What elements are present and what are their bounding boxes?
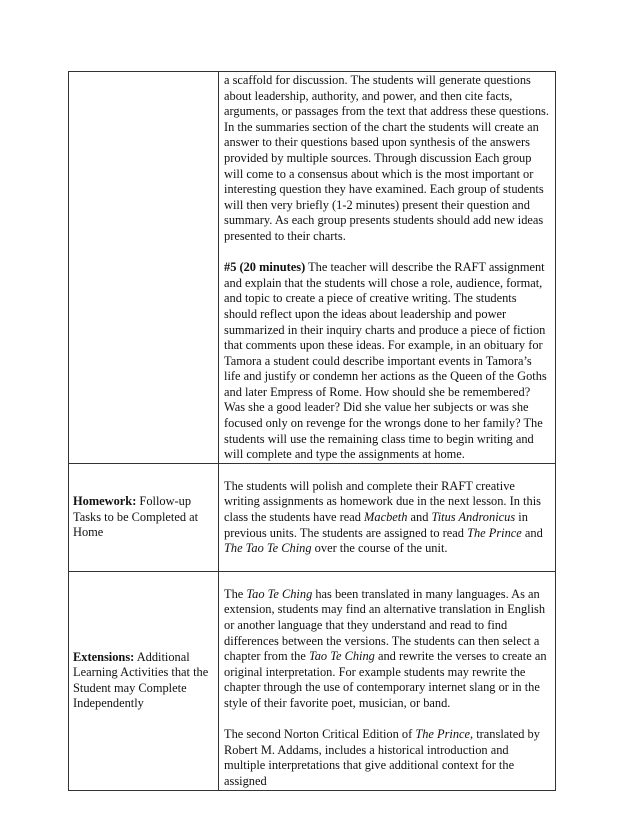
ext-p2-a: The second Norton Critical Edition of [224,727,416,742]
homework-label-bold: Homework: [73,493,137,508]
ext-p1-title: Tao Te Ching [246,586,313,601]
ext-p2-b: , translated by Robert M. Addams, includes a historical introduction and multiple interpretations that give additional context for the assigned [224,727,540,788]
ext-p2-title: The Prince [415,727,471,742]
extensions-label [73,650,214,712]
label-cell-homework [69,463,219,571]
extensions-paragraph-2 [224,727,551,789]
ext-p1-c: and rewrite the verses to create an original interpretation. For example students may rewrite the chapter through the use of contemporary internet slang or in the style of their favorite poet, musician, or band. [224,649,547,710]
ext-p1-a: The [224,586,247,601]
ext-p1-b: has been translated in many languages. As an extension, students may find an alternative translation in English or another language that they understand and read to find differences between the versions. The students can then select a chapter from the [224,586,546,664]
ext-p1-title2: Tao Te Ching [308,649,375,664]
title-titus: Titus Andronicus [431,510,516,525]
table-row-extensions [69,571,556,790]
table-row-homework [69,463,556,571]
homework-text-a: The students will polish and complete their RAFT creative writing assignments as homework due in the next lesson. In this class the students have read [224,478,541,525]
homework-text-d: over the course of the unit. [311,541,448,556]
title-macbeth: Macbeth [364,510,408,525]
step5-text: The teacher will describe the RAFT assignment and explain that the students will chose a role, audience, format, and topic to create a piece of creative writing. The students should reflect upon the ideas about leadership and power summarized in their inquiry charts and produce a piece of fiction that comments upon these ideas. For example, in an obituary for Tamora a student could describe important events in Tamora’s life and justify or condemn her actions as the Queen of the Goths and later Empress of Rome. How should she be remembered? Was she a good leader? Did she value her subjects or was she focused only on revenge for the wrongs done to her family? The students will use the remaining class time to begin writing and will complete and type the assignments at home. [224,260,547,462]
content-cell-continued [219,72,556,464]
homework-paragraph [224,479,551,557]
label-cell-extensions [69,571,219,790]
step5-heading: #5 (20 minutes) [224,260,306,275]
homework-text-b: in previous units. The students are assigned to read [224,510,528,540]
lesson-plan-table [68,71,556,791]
title-tao: The Tao Te Ching [224,541,312,556]
content-cell-extensions [219,571,556,790]
step5-paragraph [224,260,551,463]
homework-text-c: and [521,525,543,540]
homework-text-and: and [407,510,432,525]
table-row-continued [69,72,556,464]
extensions-label-bold: Extensions: [73,649,135,664]
extensions-paragraph-1 [224,587,551,712]
content-cell-homework [219,463,556,571]
extensions-label-rest: Additional Learning Activities that the Student may Complete Independently [73,649,209,711]
homework-label-rest: Follow-up Tasks to be Completed at Home [73,493,199,540]
scaffold-paragraph: a scaffold for discussion. The students will generate questions about leadership, authority, and power, and then cite facts, arguments, or passages from the text that address these questions. In the summaries section of the chart the students will create an answer to their questions based upon synthesis of the answers provided by multiple sources. Through discussion Each group will come to a consensus about which is the most important or interesting question they have examined. Each group of students will then very briefly (1-2 minutes) present their question and summary. As each group presents students should add new ideas presented to their charts. [224,73,549,243]
title-prince: The Prince [467,525,522,540]
label-cell-empty [69,72,219,464]
homework-label [73,494,214,541]
